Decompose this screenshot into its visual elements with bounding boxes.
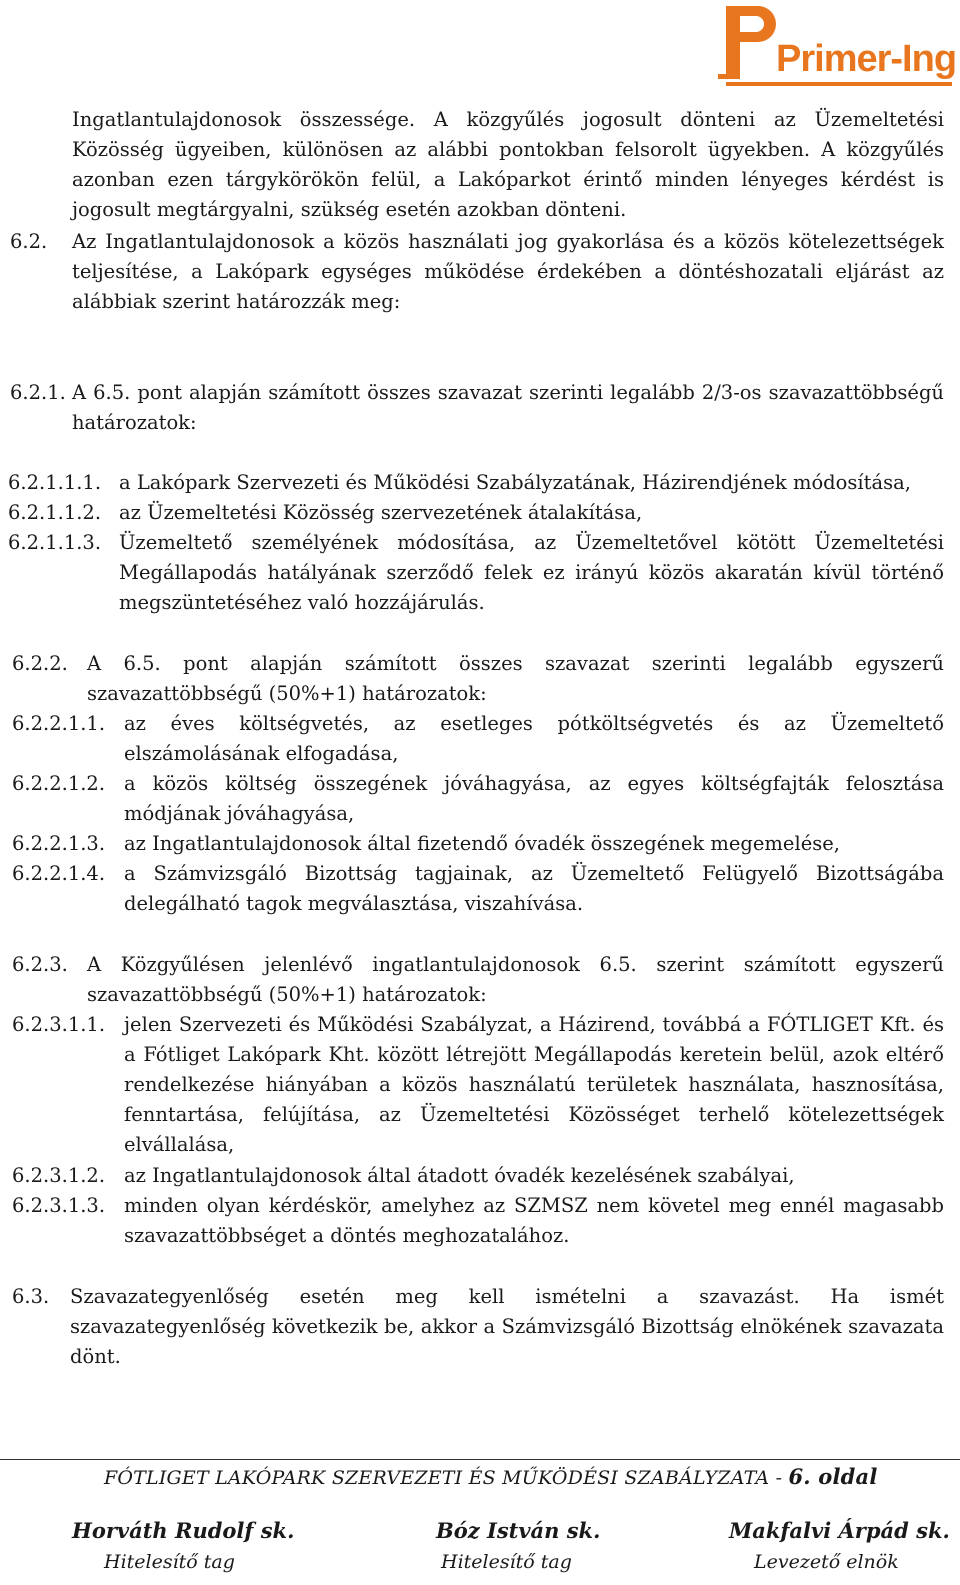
item-text: a közös költség összegének jóváhagyása, az egyes költségfajták felosztása módjának jóváhagyása, bbox=[124, 772, 944, 825]
signature-name: Makfalvi Árpád sk. bbox=[729, 1518, 950, 1543]
section-text: A 6.5. pont alapján számított összes szavazat szerinti legalább egyszerű szavazattöbbségű (50%+1) határozatok: bbox=[87, 652, 944, 705]
item-number: 6.2.2.1.3. bbox=[12, 832, 106, 855]
signature-role: Hitelesítő tag bbox=[441, 1551, 572, 1573]
page-number: 6. oldal bbox=[788, 1464, 878, 1489]
item-text: Üzemeltető személyének módosítása, az Üzemeltetővel kötött Üzemeltetési Megállapodás hatályának szerződő felek ez irányú közös akaratán kívül történő megszüntetéséhez való hozzájárulás. bbox=[119, 531, 944, 614]
section-text: A Közgyűlésen jelenlévő ingatlantulajdonosok 6.5. szerint számított egyszerű szavazattöbbségű (50%+1) határozatok: bbox=[87, 953, 944, 1006]
item-text: minden olyan kérdéskör, amelyhez az SZMSZ nem követel meg ennél magasabb szavazattöbbséget a döntés meghozatalához. bbox=[124, 1194, 944, 1247]
logo-wordmark: Primer-Ing bbox=[776, 38, 957, 80]
item-number: 6.2.3.1.3. bbox=[12, 1194, 106, 1217]
section-text: Az Ingatlantulajdonosok a közös használati jog gyakorlása és a közös kötelezettségek teljesítése, a Lakópark egységes működése érdekében a döntéshozatali eljárást az alábbiak szerint határozzák meg: bbox=[72, 230, 944, 313]
item-text: az Ingatlantulajdonosok által fizetendő óvadék összegének megemelése, bbox=[124, 832, 840, 855]
signature-role: Levezető elnök bbox=[754, 1551, 899, 1573]
item-number: 6.2.3.1.1. bbox=[12, 1013, 106, 1036]
item-text: a Lakópark Szervezeti és Működési Szabályzatának, Házirendjének módosítása, bbox=[119, 471, 911, 494]
primer-ing-logo bbox=[716, 2, 956, 92]
item-number: 6.2.1.1.3. bbox=[8, 531, 102, 554]
item-text: az Ingatlantulajdonosok által átadott óvadék kezelésének szabályai, bbox=[124, 1164, 795, 1187]
footer-title bbox=[104, 1464, 878, 1489]
item-text: az éves költségvetés, az esetleges pótköltségvetés és az Üzemeltető elszámolásának elfogadása, bbox=[124, 712, 944, 765]
signature-role: Hitelesítő tag bbox=[104, 1551, 235, 1573]
item-text: az Üzemeltetési Közösség szervezetének átalakítása, bbox=[119, 501, 643, 524]
item-text: jelen Szervezeti és Működési Szabályzat, a Házirend, továbbá a FÓTLIGET Kft. és a Fótliget Lakópark Kht. között létrejött Megállapodás keretein belül, azok eltérő rendelkezése hiányában a közös használatú területek használata, hasznosítása, fenntartása, felújítása, az Üzemeltetési Közösséget terhelő kötelezettségek elvállalása, bbox=[124, 1013, 944, 1156]
item-number: 6.2.2.1.1. bbox=[12, 712, 106, 735]
item-text: a Számvizsgáló Bizottság tagjainak, az Üzemeltető Felügyelő Bizottságába delegálható tagok megválasztása, viszahívása. bbox=[124, 862, 944, 915]
section-number: 6.2.3. bbox=[12, 953, 68, 976]
section-number: 6.2.2. bbox=[12, 652, 68, 675]
section-number: 6.2.1. bbox=[10, 381, 66, 404]
signature-name: Horváth Rudolf sk. bbox=[72, 1518, 295, 1543]
intro-paragraph: Ingatlantulajdonosok összessége. A közgyűlés jogosult dönteni az Üzemeltetési Közösség ügyeiben, különösen az alábbi pontokban felsorolt ügyekben. A közgyűlés azonban ezen tárgykörökön felül, a Lakóparkot érintő minden lényeges kérdést is jogosult megtárgyalni, szükség esetén azokban dönteni. bbox=[72, 108, 944, 221]
footer-divider bbox=[0, 1459, 960, 1460]
signature-name: Bóz István sk. bbox=[436, 1518, 601, 1543]
item-number: 6.2.1.1.2. bbox=[8, 501, 102, 524]
item-number: 6.2.3.1.2. bbox=[12, 1164, 106, 1187]
section-number: 6.3. bbox=[12, 1285, 50, 1308]
section-text: A 6.5. pont alapján számított összes szavazat szerinti legalább 2/3-os szavazattöbbségű határozatok: bbox=[72, 381, 944, 434]
section-text: Szavazategyenlőség esetén meg kell ismételni a szavazást. Ha ismét szavazategyenlőség következik be, akkor a Számvizsgáló Bizottság elnökének szavazata dönt. bbox=[70, 1285, 944, 1368]
item-number: 6.2.1.1.1. bbox=[8, 471, 102, 494]
footer-title-text: FÓTLIGET LAKÓPARK SZERVEZETI ÉS MŰKÖDÉSI SZABÁLYZATA - bbox=[104, 1467, 789, 1489]
item-number: 6.2.2.1.4. bbox=[12, 862, 106, 885]
section-number: 6.2. bbox=[10, 230, 48, 253]
item-number: 6.2.2.1.2. bbox=[12, 772, 106, 795]
